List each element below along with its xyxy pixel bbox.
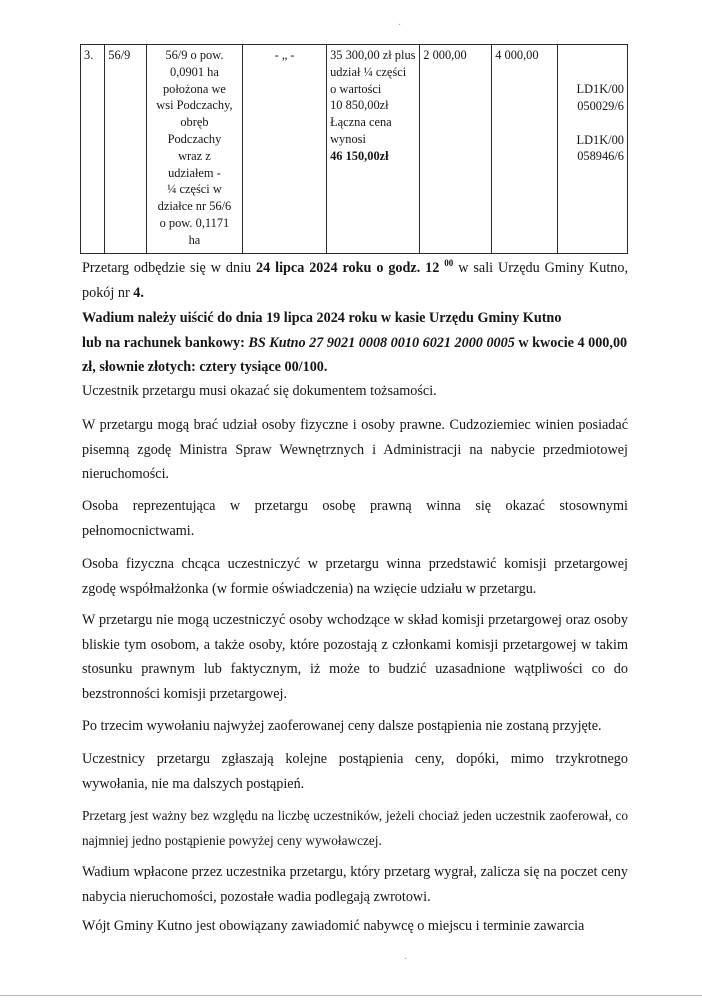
scan-artifact-top: ·: [398, 20, 402, 31]
paragraph-bidding: Uczestnicy przetargu zgłaszają kolejne postąpienia ceny, dopóki, mimo trzykrotnego wywołania, nie ma dalszych postąpień.: [82, 751, 628, 792]
paragraph-third-call: Po trzecim wywołaniu najwyżej zaoferowanej ceny dalsze postąpienia nie zostaną przyjęte.: [82, 718, 602, 734]
cell-deposit: 2 000,00: [420, 45, 492, 254]
paragraph-spouse-consent: Osoba fizyczna chcąca uczestniczyć w przetargu winna przedstawić komisji przetargowej zgodę współmałżonka (w formie oświadczenia) na wzięcie udziału w przetargu.: [82, 556, 628, 597]
cell-ditto-marker: - „ -: [243, 45, 327, 254]
paragraph-participants: W przetargu mogą brać udział osoby fizyczne i osoby prawne. Cudzoziemiec winien posiadać pisemną zgodę Ministra Spraw Wewnętrznych i Administracji na nabycie przedmiotowej nieruchomości.: [82, 417, 628, 483]
scan-artifact-bottom: ·: [404, 954, 408, 965]
cell-price: 35 300,00 zł plus udział ¼ części o wartości 10 850,00zł Łączna cena wynosi 46 150,00zł: [327, 45, 420, 254]
cell-description: 56/9 o pow. 0,0901 ha położona we wsi Podczachy, obręb Podczachy wraz z udziałem - ¼ części w działce nr 56/6 o pow. 0,1171 ha: [146, 45, 242, 254]
paragraph-validity: Przetarg jest ważny bez względu na liczbę uczestników, jeżeli chociaż jeden uczestnik zaoferował, co najmniej jedno postąpienie powyżej ceny wywoławczej.: [82, 808, 628, 848]
plots-table: [80, 44, 628, 254]
price-total: 46 150,00zł: [330, 148, 389, 163]
table-row: [81, 45, 628, 254]
paragraph-deposit-return: Wadium wpłacone przez uczestnika przetargu, który przetarg wygrał, zalicza się na poczet ceny nabycia nieruchomości, pozostałe wadia podlegają zwrotowi.: [82, 864, 628, 905]
paragraph-deposit: Wadium należy uiścić do dnia 19 lipca 2024 roku w kasie Urzędu Gminy Kutno lub na rachunek bankowy: BS Kutno 27 9021 0008 0010 6021 2000 0005 w kwocie 4 000,00 zł, słownie złotych: cztery tysiące 00/100.: [82, 310, 628, 376]
page-bottom-edge: [0, 995, 702, 996]
paragraph-auction-date: Przetarg odbędzie się w dniu 24 lipca 2024 roku o godz. 12 $^{00}$ w sali Urzędu Gminy Kutno, pokój nr 4.: [82, 258, 628, 301]
cell-min-bid: 4 000,00: [492, 45, 558, 254]
cell-land-registers: LD1K/00 050029/6 LD1K/00 058946/6: [558, 45, 628, 254]
paragraph-representation: Osoba reprezentująca w przetargu osobę prawną winna się okazać stosownymi pełnomocnictwami.: [82, 498, 628, 539]
cell-plot-number: 56/9: [105, 45, 147, 254]
paragraph-exclusions: W przetargu nie mogą uczestniczyć osoby wchodzące w skład komisji przetargowej oraz osoby bliskie tym osobom, a także osoby, które pozostają z członkami komisji przetargowej w takim stosunku prawnym lub faktycznym, iż może to budzić uzasadnione wątpliwości co do bezstronności komisji przetargowej.: [82, 612, 628, 702]
paragraph-identity: Uczestnik przetargu musi okazać się dokumentem tożsamości.: [82, 383, 437, 399]
cell-lp: 3.: [81, 45, 105, 254]
paragraph-notification: Wójt Gminy Kutno jest obowiązany zawiadomić nabywcę o miejscu i terminie zawarcia: [82, 918, 585, 934]
